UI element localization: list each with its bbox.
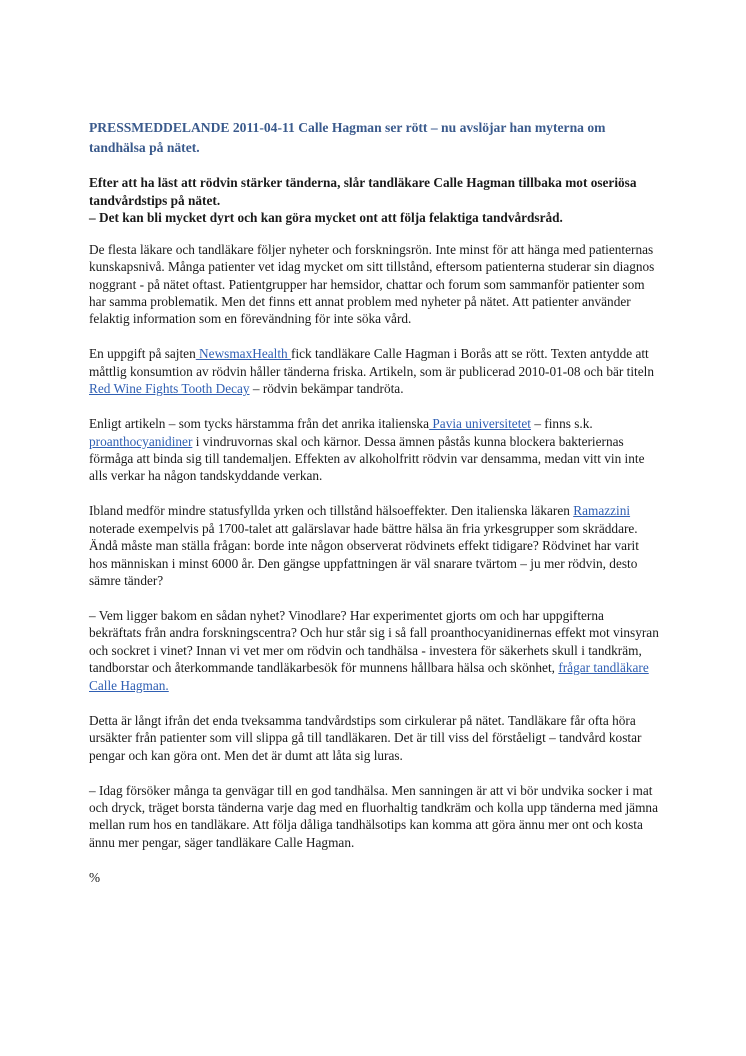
paragraph-2-text-1: En uppgift på sajten [89,346,196,362]
newsmaxhealth-link[interactable]: NewsmaxHealth [195,346,292,362]
paragraph-2 [89,345,659,397]
paragraph-5 [89,607,659,694]
calle-hagman-link[interactable]: frågar tandläkare Calle Hagman. [89,660,649,693]
lead-paragraph [89,174,659,227]
lead-line-2: – Det kan bli mycket dyrt och kan göra mycket ont att följa felaktiga tandvårdsråd. [89,210,563,226]
paragraph-1: De flesta läkare och tandläkare följer nyheter och forskningsrön. Inte minst för att hänga med patienternas kunskapsnivå. Många patienter vet idag mycket om sitt tillstånd, eftersom patienterna studerar sin diagnos noggrant - på nätet oftast. Patientgrupper har hemsidor, chattar och forum som sammanför patienter som har samma problematik. Men det finns ett annat problem med nyheter på nätet. Att patienter använder felaktig information som en förevändning för inte söka vård. [89,241,655,327]
page-title: PRESSMEDDELANDE 2011-04-11 Calle Hagman ser rött – nu avslöjar han myterna om tandhälsa på nätet. [89,120,606,155]
paragraph-4-text-1: Ibland medför mindre statusfyllda yrken och tillstånd hälsoeffekter. Den italienska läkaren [89,503,574,519]
press-release-page [89,118,659,886]
ramazzini-link[interactable]: Ramazzini [573,503,631,519]
pavia-university-link[interactable]: Pavia universitetet [429,416,531,432]
lead-line-1: Efter att ha läst att rödvin stärker tänderna, slår tandläkare Calle Hagman tillbaka mot oseriösa tandvårdstips på nätet. [89,175,637,208]
paragraph-2-text-2: fick tandläkare Calle Hagman i Borås att se rött. Texten antydde att måttlig konsumtion av rödvin håller tänderna friska. Artikeln, som är publicerad 2010-01-08 och bär titeln [89,346,654,379]
paragraph-4 [89,502,659,589]
paragraph-3 [89,415,659,485]
paragraph-3-text-2: – finns s.k. [531,416,593,432]
red-wine-article-link[interactable]: Red Wine Fights Tooth Decay [89,381,250,397]
paragraph-5-text-1: – Vem ligger bakom en sådan nyhet? Vinodlare? Har experimentet gjorts om och har uppgifterna bekräftats från andra forskningscentra? Och hur står sig i så fall proanthocyanidinernas effekt mot vinsyran och sockret i vinet? Innan vi vet mer om rödvin och tandhälsa - investera för säkerhets skull i tandkräm, tandborstar och återkommande tandläkarbesök för munnens hållbara hälsa och skönhet, [89,608,659,676]
end-mark: % [89,869,101,885]
paragraph-7: – Idag försöker många ta genvägar till en god tandhälsa. Men sanningen är att vi bör undvika socker i mat och dryck, träget borsta tänderna varje dag med en fluorhaltig tandkräm och kolla upp tänderna med jämna mellan rum hos en tandläkare. Att följa dåliga tandhälsotips kan komma att göra ännu mer ont och kosta ännu mer pengar, säger tandläkare Calle Hagman. [89,782,658,850]
paragraph-3-text-3: i vindruvornas skal och kärnor. Dessa ämnen påstås kunna blockera bakteriernas förmåga att binda sig till tandemaljen. Effekten av alkoholfritt rödvin var densamma, medan vitt vin inte alls verkar ha någon tandskyddande verkan. [89,433,645,484]
proanthocyanidiner-link[interactable]: proanthocyanidiner [89,433,193,449]
paragraph-2-text-3: – rödvin bekämpar tandröta. [249,381,404,397]
paragraph-6: Detta är långt ifrån det enda tveksamma tandvårdstips som cirkulerar på nätet. Tandläkare får ofta höra ursäkter från patienter som vill slippa gå till tandläkaren. Det är till viss del förståeligt – tandvård kostar pengar och kan göra ont. Men det är dumt att låta sig luras. [89,712,642,763]
paragraph-4-text-2: noterade exempelvis på 1700-talet att galärslavar hade bättre hälsa än fria yrkesgrupper som skräddare. Ändå måste man ställa frågan: borde inte någon observerat rödvinets effekt tidigare? Rödvinet har varit hos människan i minst 6000 år. Den gängse uppfattningen är väl snarare tvärtom – ju mer rödvin, desto sämre tänder? [89,520,639,589]
paragraph-3-text-1: Enligt artikeln – som tycks härstamma från det anrika italienska [89,416,430,432]
